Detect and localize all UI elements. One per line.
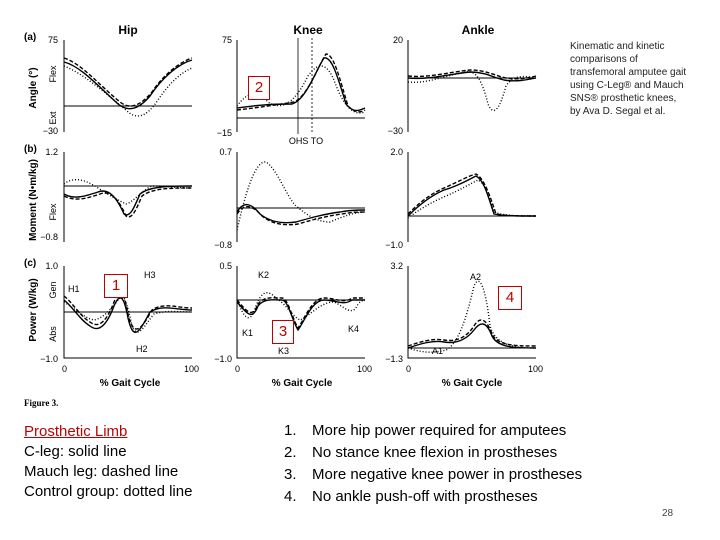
annotation-h2: H2 [136, 344, 148, 354]
annotation-h1: H1 [68, 284, 80, 294]
curve-ankle-b-cleg [408, 176, 536, 216]
legend-title: Prosthetic Limb [24, 423, 128, 440]
x-axis-labels [62, 364, 543, 374]
row-label-power-neg: Abs [48, 326, 58, 342]
finding-item [284, 464, 684, 486]
legend [24, 422, 254, 502]
knee-event-lines [298, 38, 312, 134]
curve-ankle-c-cleg [408, 324, 536, 348]
panel-letter-a: (a) [24, 32, 37, 43]
finding-number: 1. [284, 422, 297, 439]
marker-2: 2 [248, 76, 270, 100]
tick-ankle-c-top: 3.2 [390, 261, 403, 271]
tick-hip-a-bottom: −30 [42, 126, 58, 136]
curve-knee-c-cleg [237, 300, 365, 330]
finding-text: More hip power required for amputees [312, 422, 567, 439]
row-label-power-pos: Gen [48, 281, 58, 299]
finding-text: More negative knee power in prostheses [312, 466, 583, 483]
column-header-knee: Knee [293, 23, 323, 37]
finding-number: 2. [284, 444, 297, 461]
figure-label: Figure 3. [24, 398, 59, 408]
x-start-hip: 0 [62, 364, 68, 374]
panel-letter-b: (b) [24, 144, 37, 155]
annotation-k4: K4 [348, 324, 360, 334]
annotation-a2: A2 [470, 272, 482, 282]
curve-hip-a-cleg [64, 60, 192, 109]
tick-ankle-c-bottom: −1.3 [385, 354, 403, 364]
curve-hip-b-control [64, 180, 192, 204]
annotation-k1: K1 [242, 328, 254, 338]
row-label-moment: Moment (N•m/kg) [28, 159, 39, 241]
row-label-angle: Angle (°) [28, 67, 39, 109]
tick-labels [40, 35, 403, 364]
column-header-hip: Hip [118, 23, 138, 37]
panel-axes [64, 40, 536, 358]
tick-ankle-a-bottom: −30 [387, 126, 403, 136]
curve-hip-b-cleg [64, 186, 192, 215]
curves [64, 54, 536, 352]
x-start-knee: 0 [235, 364, 241, 374]
legend-line-mauch: Mauch leg: dashed line [24, 463, 179, 480]
curve-knee-b-control [237, 162, 365, 230]
x-label-knee: % Gait Cycle [271, 378, 333, 389]
tick-hip-a-top: 75 [47, 35, 58, 45]
legend-line-control: Control group: dotted line [24, 483, 193, 500]
finding-number: 4. [284, 488, 297, 505]
page-number: 28 [662, 508, 674, 519]
annotation-k2: K2 [258, 270, 270, 280]
row-label-power: Power (W/kg) [28, 278, 39, 342]
row-label-angle-neg: Ext [48, 111, 58, 125]
row-label-moment-pos: Flex [48, 203, 58, 221]
x-end-hip: 100 [184, 364, 200, 374]
finding-text: No stance knee flexion in prostheses [312, 444, 558, 461]
tick-hip-c-top: 1.0 [45, 261, 58, 271]
annotation-h3: H3 [144, 270, 156, 280]
panel-letter-c: (c) [24, 258, 37, 269]
curve-hip-a-mauch [64, 58, 192, 106]
column-header-ankle: Ankle [461, 23, 495, 37]
curve-hip-b-mauch [64, 188, 192, 217]
finding-text: No ankle push-off with prostheses [312, 488, 538, 505]
knee-events-label: OHS TO [288, 136, 324, 146]
x-label-ankle: % Gait Cycle [441, 378, 503, 389]
curve-ankle-b-mauch [408, 174, 536, 216]
tick-knee-a-bottom: −15 [216, 128, 232, 138]
row-label-angle-pos: Flex [48, 65, 58, 83]
tick-knee-c-bottom: −1.0 [214, 354, 232, 364]
tick-knee-a-top: 75 [221, 35, 232, 45]
x-label-hip: % Gait Cycle [99, 378, 161, 389]
marker-3: 3 [272, 320, 294, 344]
curve-hip-c-mauch [64, 292, 192, 329]
tick-ankle-a-top: 20 [392, 35, 403, 45]
finding-number: 3. [284, 466, 297, 483]
marker-1: 1 [104, 274, 128, 298]
finding-item [284, 420, 684, 442]
axis-knee-c [237, 266, 365, 358]
finding-item [284, 442, 684, 464]
tick-hip-c-bottom: −1.0 [40, 354, 58, 364]
finding-item [284, 486, 684, 508]
x-end-ankle: 100 [528, 364, 544, 374]
curve-knee-c-control [237, 293, 365, 320]
tick-knee-c-top: 0.5 [219, 261, 232, 271]
x-end-knee: 100 [357, 364, 373, 374]
annotation-a1: A1 [432, 346, 444, 356]
x-start-ankle: 0 [406, 364, 412, 374]
tick-knee-b-bottom: −0.8 [214, 240, 232, 250]
legend-line-cleg: C-leg: solid line [24, 443, 127, 460]
tick-ankle-b-top: 2.0 [390, 147, 403, 157]
marker-4: 4 [498, 286, 522, 310]
figure-caption: Kinematic and kinetic comparisons of transfemoral amputee gait using C-Leg® and Mauch SNS® prosthetic knees, by Ava D. Segal et al. [570, 41, 687, 117]
findings-list [284, 420, 684, 508]
annotation-k3: K3 [278, 346, 290, 356]
tick-knee-b-top: 0.7 [219, 147, 232, 157]
tick-hip-b-bottom: −0.8 [40, 232, 58, 242]
tick-hip-b-top: 1.2 [45, 147, 58, 157]
tick-ankle-b-bottom: −1.0 [385, 240, 403, 250]
